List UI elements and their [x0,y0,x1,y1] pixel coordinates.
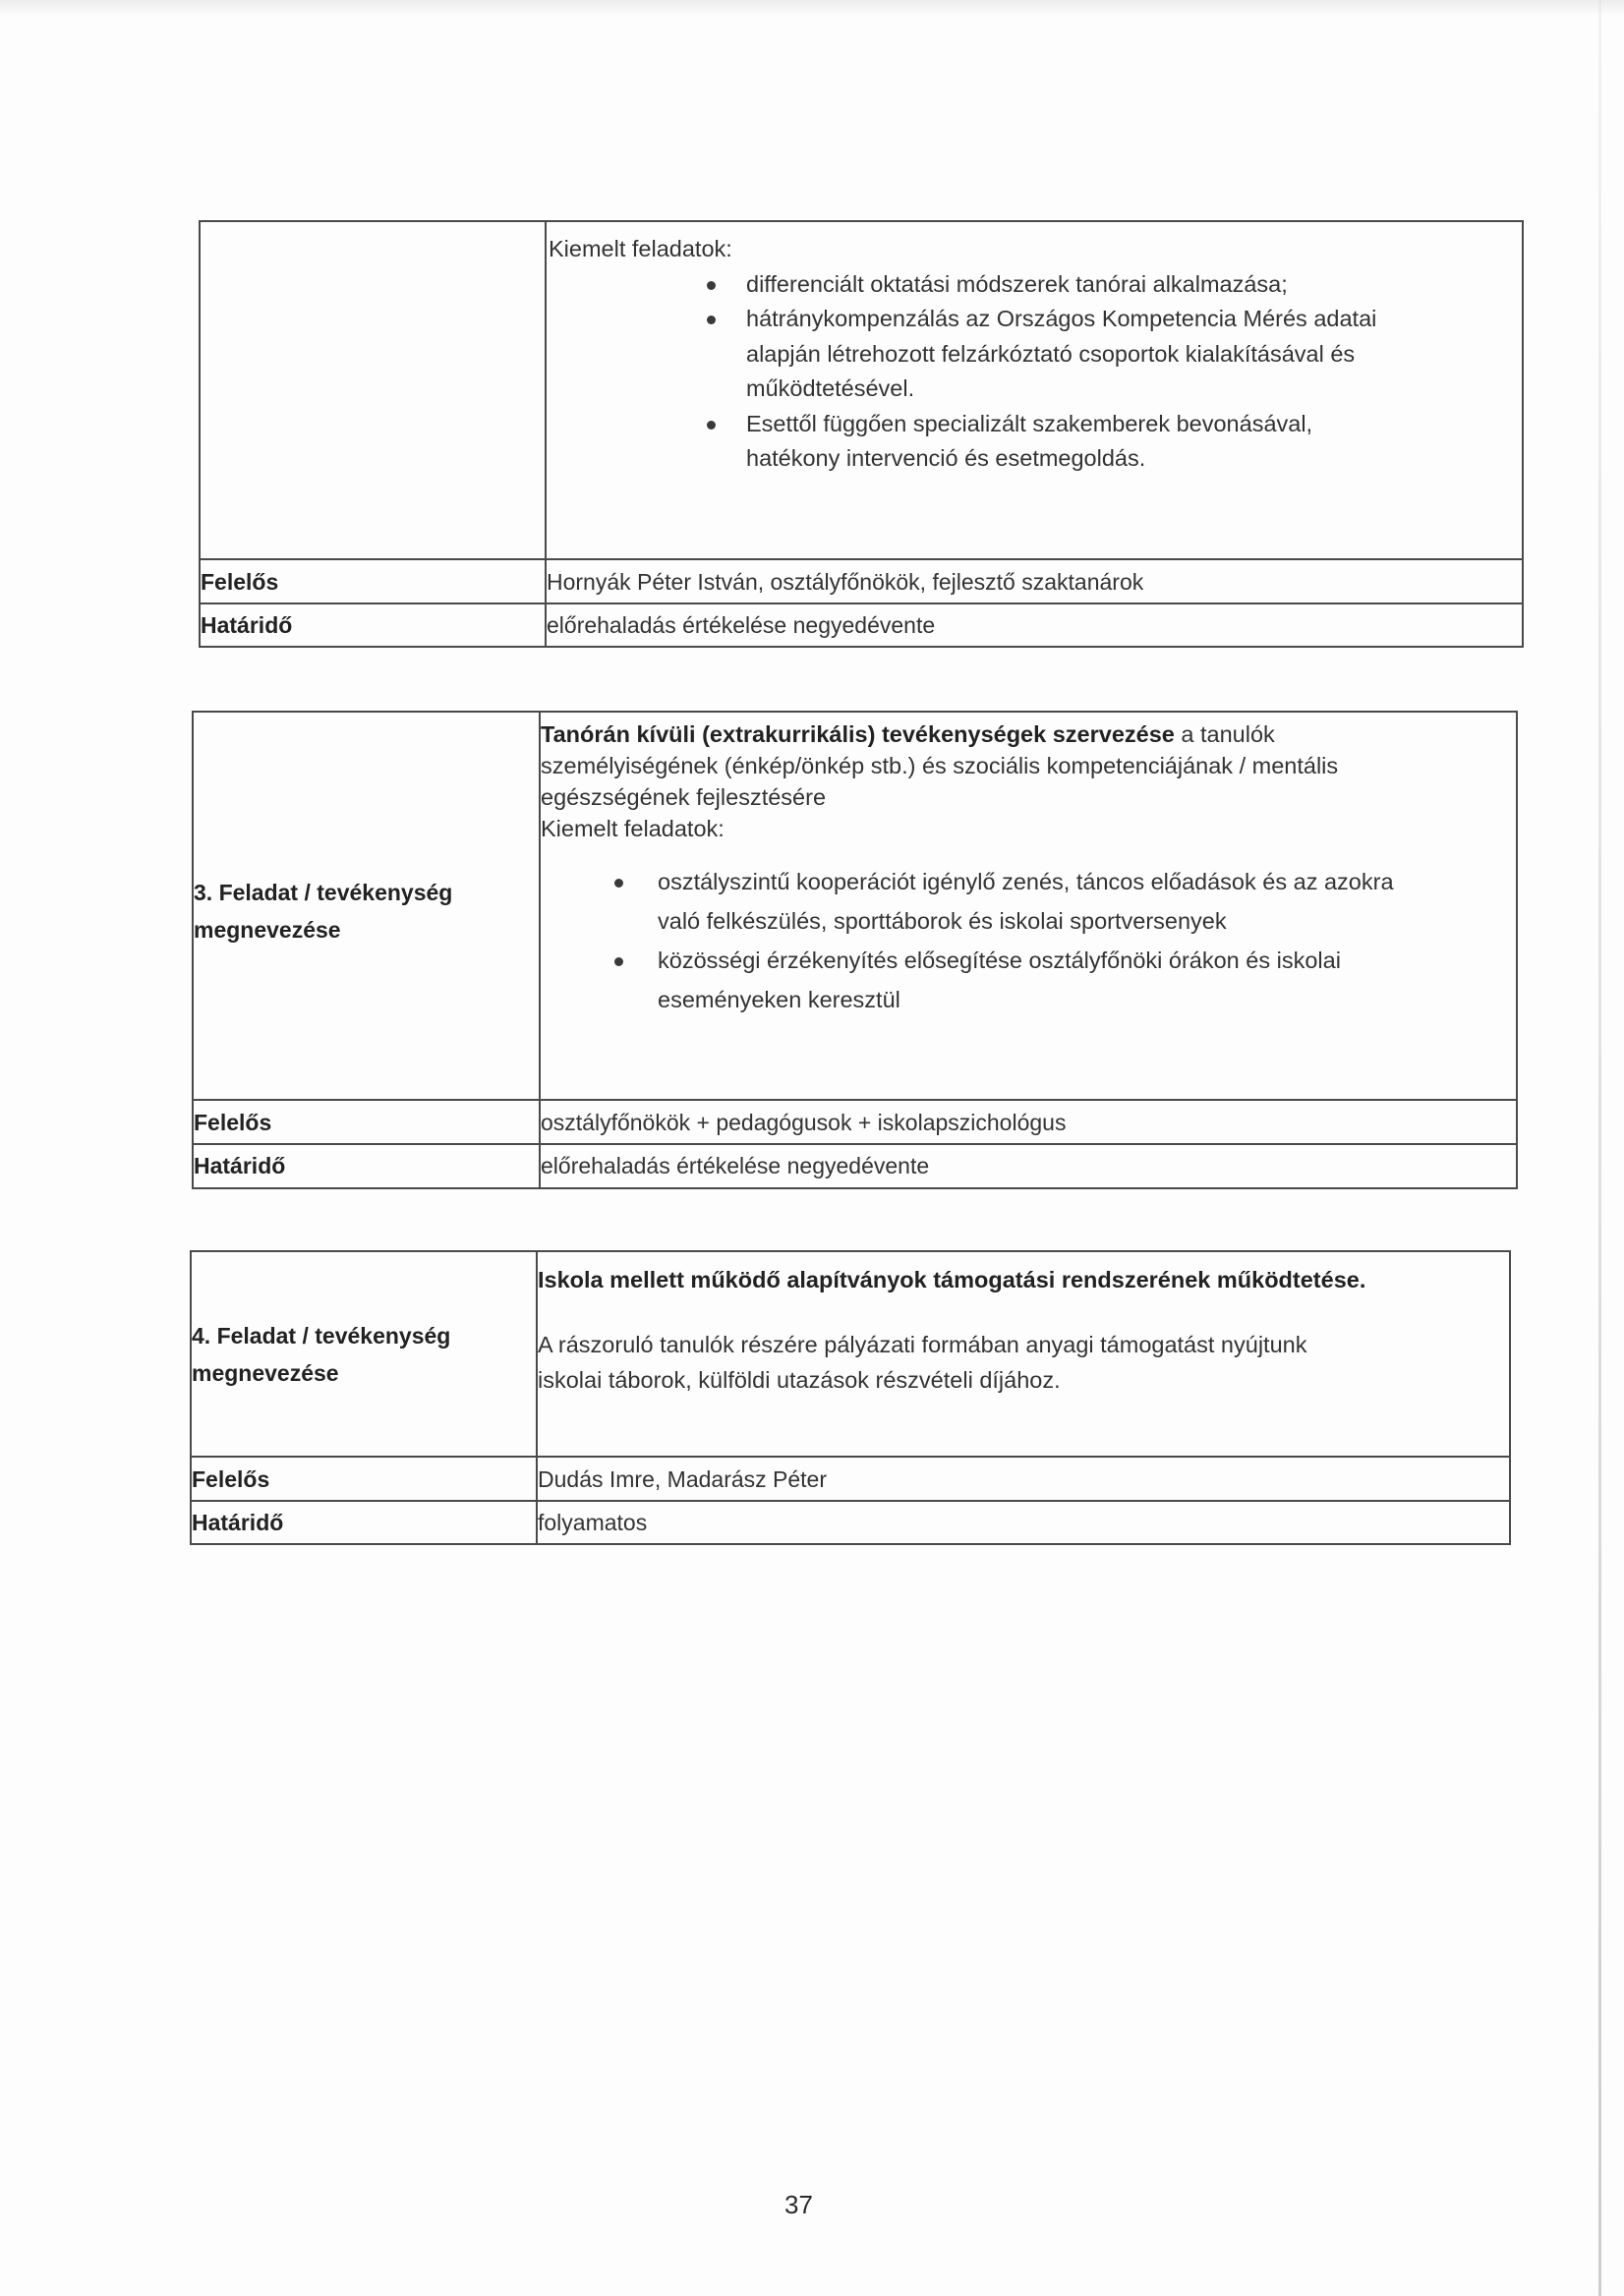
task-table-4 [190,1250,1511,1545]
deadline-value: előrehaladás értékelése negyedévente [540,1144,1517,1188]
task-body-line2: iskolai táborok, külföldi utazások részvételi díjához. [538,1367,1061,1393]
list-item: hátránykompenzálás az Országos Kompetencia Mérés adatai alapján létrehozott felzárkóztató csoportok kialakításával és működtetésével. [746,302,1522,407]
deadline-label: Határidő [193,1144,540,1188]
deadline-value: előrehaladás értékelése negyedévente [546,603,1523,647]
page-number: 37 [784,2190,813,2219]
key-tasks-list [746,267,1522,477]
deadline-label: Határidő [200,603,546,647]
bullet-icon [707,421,716,430]
responsible-value: Dudás Imre, Madarász Péter [537,1457,1510,1501]
list-item: differenciált oktatási módszerek tanórai alkalmazása; [746,267,1522,303]
responsible-value: Hornyák Péter István, osztályfőnökök, fejlesztő szaktanárok [546,559,1523,603]
list-item: osztályszintű kooperációt igénylő zenés, táncos előadások és az azokra való felkészülés, sporttáborok és iskolai sportversenyek [658,862,1516,941]
scan-edge-line [1598,0,1601,2296]
task-table-3 [192,711,1518,1189]
task-description-cell [546,221,1523,559]
key-tasks-heading: Kiemelt feladatok: [549,236,732,261]
task-body-line1: A rászoruló tanulók részére pályázati formában anyagi támogatást nyújtunk [538,1332,1307,1357]
deadline-value: folyamatos [537,1501,1510,1544]
task-intro-line3: egészségének fejlesztésére [541,784,827,810]
task-description-cell [540,712,1517,1100]
responsible-label: Felelős [191,1457,537,1501]
responsible-label: Felelős [193,1100,540,1144]
bullet-icon [707,316,716,324]
bullet-icon [614,957,623,966]
task-intro-line1: Tanórán kívüli (extrakurrikális) tevékenységek szervezése a tanulók [541,721,1275,747]
list-item: közösségi érzékenyítés elősegítése osztályfőnöki órákon és iskolai eseményeken keresztül [658,941,1516,1019]
bullet-icon [707,281,716,290]
task-title: Iskola mellett működő alapítványok támogatási rendszerének működtetése. [538,1267,1366,1292]
key-tasks-list [658,862,1516,1019]
task-label-cell: 3. Feladat / tevékenység megnevezése [193,712,540,1100]
task-description-cell [537,1251,1510,1457]
key-tasks-heading: Kiemelt feladatok: [541,816,725,841]
scan-top-shade [0,0,1624,16]
responsible-value: osztályfőnökök + pedagógusok + iskolapszichológus [540,1100,1517,1144]
task-table-2-continuation [199,220,1524,648]
list-item: Esettől függően specializált szakemberek bevonásával, hatékony intervenció és esetmegoldás. [746,407,1522,477]
bullet-icon [614,879,623,888]
task-intro-line2: személyiségének (énkép/önkép stb.) és szociális kompetenciájának / mentális [541,753,1339,778]
deadline-label: Határidő [191,1501,537,1544]
task-label-cell: 4. Feladat / tevékenység megnevezése [191,1251,537,1457]
responsible-label: Felelős [200,559,546,603]
task-label-cell-empty [200,221,546,559]
